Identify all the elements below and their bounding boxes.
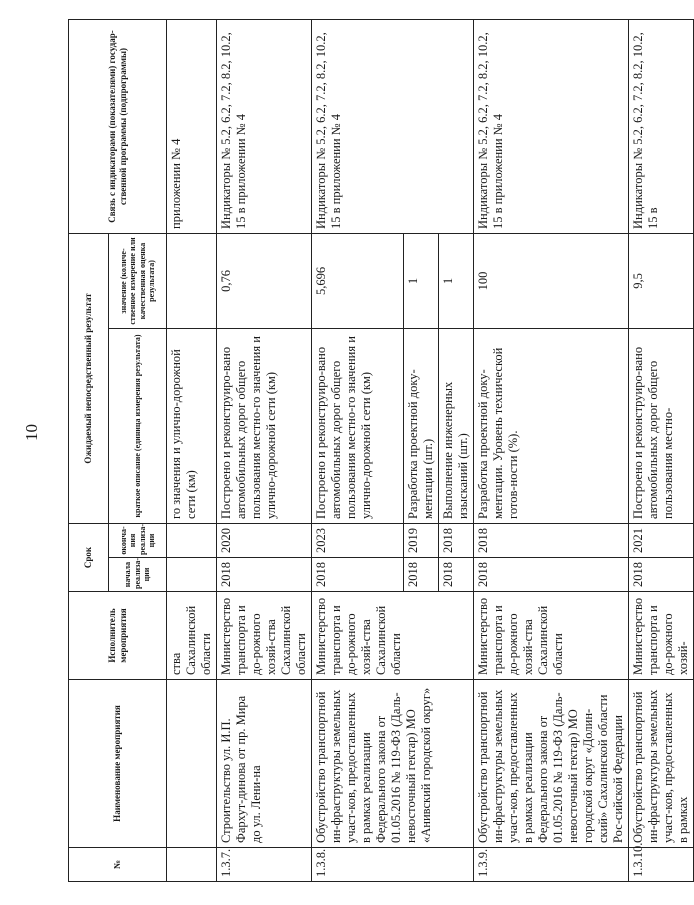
table-row	[474, 19, 629, 881]
cell-name: Обустройство транспортной ин-фраструктуры земельных участ-ков, предоставленных в рамках реализации Федерального закона от 01.05.2016 № 119-ФЗ (Даль-невосточный гектар) МО городской округ «Долин-ский» Сахалинской области Рос-сийской Федерации	[474, 680, 629, 848]
cell-executor: Министерство транспорта и до-рожного хозяй-ства Сахалинской области	[474, 592, 629, 680]
cell-end: 2021	[629, 523, 694, 557]
table-row	[629, 19, 694, 881]
cell-result: Разработка проектной доку-ментации (шт.)	[404, 328, 439, 523]
cell-num: 1.3.9.	[474, 848, 629, 882]
header-term: Срок	[69, 523, 109, 591]
cell-value	[167, 233, 217, 328]
cell-executor: Министерство транспорта и до-рожного хозяй-ства Сахалинской области	[217, 592, 312, 680]
cell-result: Разработка проектной доку-ментации. Уровень технической готов-ности (%).	[474, 328, 629, 523]
cell-result: го значения и улично-дорожной сети (км)	[167, 328, 217, 523]
header-num: №	[69, 848, 167, 882]
cell-num: 1.3.7.	[217, 848, 312, 882]
cell-end: 2018	[439, 523, 474, 557]
cell-value: 5,696	[312, 233, 404, 328]
cell-end	[167, 523, 217, 557]
cell-value: 1	[404, 233, 439, 328]
cell-start: 2018	[439, 558, 474, 592]
cell-start: 2018	[312, 558, 404, 592]
cell-indicators: Индикаторы № 5.2, 6.2, 7.2, 8.2, 10.2, 15 в приложении № 4	[217, 19, 312, 233]
cell-result: Построено и реконструиро-вано автомобильных дорог общего пользования местно-го значения и улично-дорожной сети (км)	[312, 328, 404, 523]
header-expected: Ожидаемый непосредственный результат	[69, 233, 109, 523]
header-indicators: Связь с индикаторами (показателями) государ-ственной программы (подпрограммы)	[69, 19, 167, 233]
cell-executor: Министерство транспорта и до-рожного хозяй-	[629, 592, 694, 680]
cell-start: 2018	[217, 558, 312, 592]
header-row-1	[69, 19, 109, 881]
header-term-start: начала реализа-ции	[109, 558, 167, 592]
cell-result: Построено и реконструиро-вано автомобильных дорог общего пользования местно-го значения и улично-дорожной сети (км)	[217, 328, 312, 523]
cell-num: 1.3.8.	[312, 848, 474, 882]
cell-executor: ства Сахалинской области	[167, 592, 217, 680]
cell-name: Обустройство транспортной ин-фраструктуры земельных участ-ков, предоставленных в рамках	[629, 680, 694, 848]
cell-end: 2019	[404, 523, 439, 557]
page-number: 10	[22, 424, 41, 441]
cell-indicators: Индикаторы № 5.2, 6.2, 7.2, 8.2, 10.2, 15 в приложении № 4	[474, 19, 629, 233]
header-value: значение (количе-ственное измерение или качественная оценка результата)	[109, 233, 167, 328]
cell-executor: Министерство транспорта и до-рожного хозяй-ства Сахалинской области	[312, 592, 474, 680]
cell-value: 100	[474, 233, 629, 328]
cell-start: 2018	[474, 558, 629, 592]
cell-result: Выполнение инженерных изысканий (шт.)	[439, 328, 474, 523]
cell-indicators: Индикаторы № 5.2, 6.2, 7.2, 8.2, 10.2, 15 в приложении № 4	[312, 19, 474, 233]
measures-table	[68, 19, 694, 882]
cell-num: 1.3.10.	[629, 848, 694, 882]
cell-start	[167, 558, 217, 592]
cell-value: 0,76	[217, 233, 312, 328]
table-row	[312, 19, 404, 881]
table-row	[217, 19, 312, 881]
cell-end: 2018	[474, 523, 629, 557]
cell-indicators: приложении № 4	[167, 19, 217, 233]
cell-end: 2023	[312, 523, 404, 557]
table-row	[167, 19, 217, 881]
cell-name: Обустройство транспортной ин-фраструктуры земельных участ-ков, предоставленных в рамках реализации Федерального закона от 01.05.2016 № 119-ФЗ (Даль-невосточный гектар) МО «Анивский городской округ»	[312, 680, 474, 848]
header-short-desc: краткое описание (единица измерения результата)	[109, 328, 167, 523]
cell-name: Строительство ул. И.П. Фархут-динова от пр. Мира до ул. Лени-на	[217, 680, 312, 848]
rotated-table-container	[68, 20, 690, 882]
header-term-end: оконча-ния реализа-ции	[109, 523, 167, 557]
cell-start: 2018	[629, 558, 694, 592]
cell-value: 9,5	[629, 233, 694, 328]
cell-name	[167, 680, 217, 848]
cell-start: 2018	[404, 558, 439, 592]
cell-end: 2020	[217, 523, 312, 557]
header-executor: Исполнитель мероприятия	[69, 592, 167, 680]
cell-value: 1	[439, 233, 474, 328]
cell-num	[167, 848, 217, 882]
cell-result: Построено и реконструиро-вано автомобильных дорог общего пользования местно-	[629, 328, 694, 523]
cell-indicators: Индикаторы № 5.2, 6.2, 7.2, 8.2, 10.2, 15 в	[629, 19, 694, 233]
header-name: Наименование мероприятия	[69, 680, 167, 848]
